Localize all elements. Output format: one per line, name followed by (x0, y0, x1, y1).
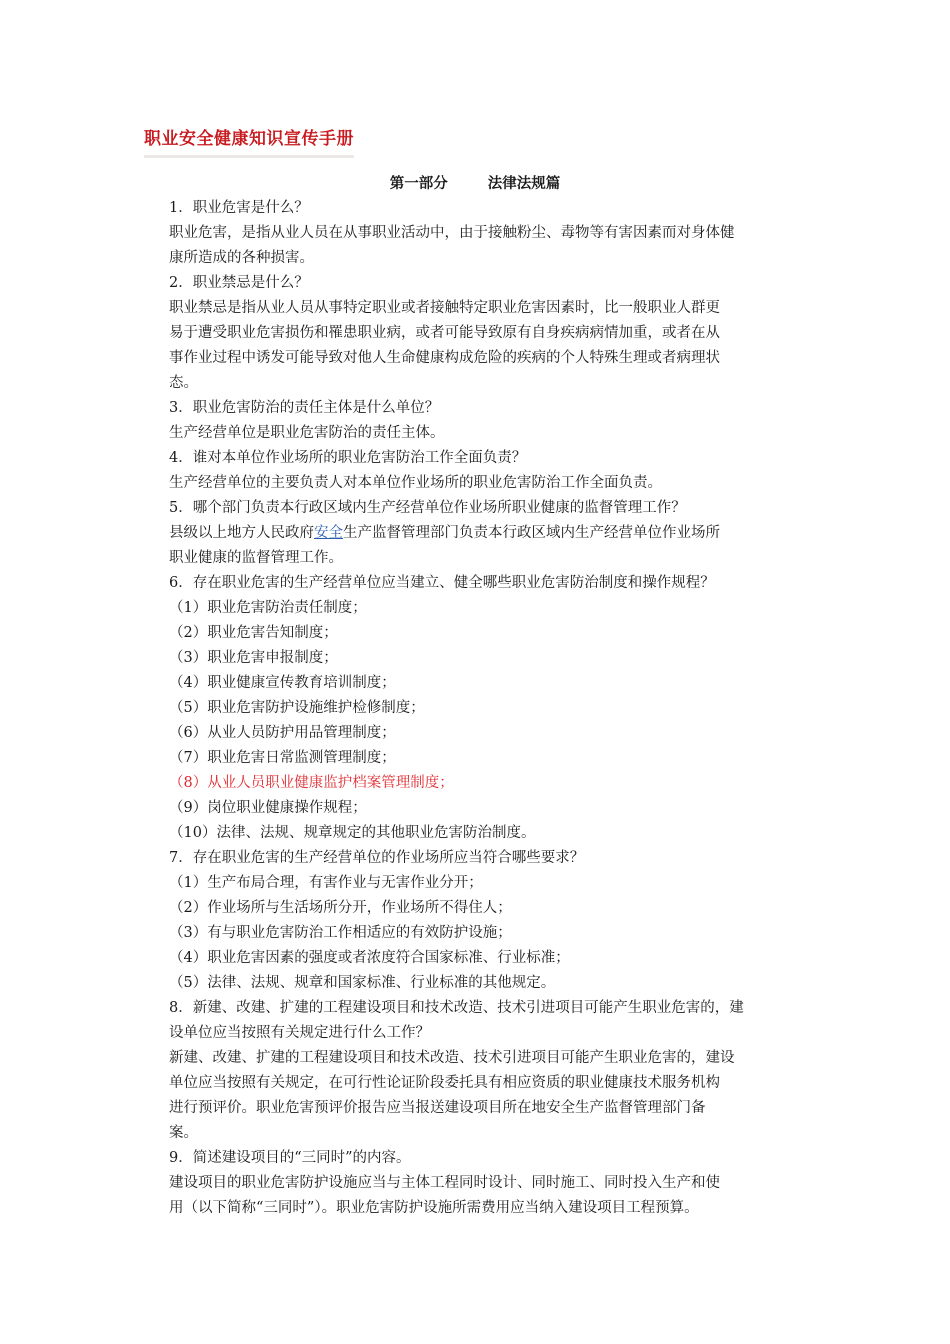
text-line: （5）职业危害防护设施维护检修制度； (169, 700, 425, 716)
text-line: （4）职业危害因素的强度或者浓度符合国家标准、行业标准； (169, 950, 570, 966)
text-line: 1．职业危害是什么？ (169, 200, 309, 216)
text-line: 新建、改建、扩建的工程建设项目和技术改造、技术引进项目可能产生职业危害的，建设 (169, 1050, 735, 1066)
text-line: 2．职业禁忌是什么？ (169, 275, 309, 291)
text-line: 进行预评价。职业危害预评价报告应当报送建设项目所在地安全生产监督管理部门备 (169, 1100, 706, 1116)
text-line: 3．职业危害防治的责任主体是什么单位？ (169, 400, 440, 416)
text-line: （3）职业危害申报制度； (169, 650, 338, 666)
text-line: 5．哪个部门负责本行政区域内生产经营单位作业场所职业健康的监督管理工作？ (169, 500, 686, 516)
text-line: （7）职业危害日常监测管理制度； (169, 750, 396, 766)
text-line: （2）职业危害告知制度； (169, 625, 338, 641)
text-line: 8．新建、改建、扩建的工程建设项目和技术改造、技术引进项目可能产生职业危害的，建 (169, 1000, 744, 1016)
highlighted-line: （8）从业人员职业健康监护档案管理制度； (169, 775, 454, 791)
document-title: 职业安全健康知识宣传手册 (144, 124, 354, 158)
text-line: 7．存在职业危害的生产经营单位的作业场所应当符合哪些要求？ (169, 850, 585, 866)
text-line: 单位应当按照有关规定，在可行性论证阶段委托具有相应资质的职业健康技术服务机构 (169, 1075, 720, 1091)
text-line: （5）法律、法规、规章和国家标准、行业标准的其他规定。 (169, 975, 556, 991)
text-line: 易于遭受职业危害损伤和罹患职业病，或者可能导致原有自身疾病病情加重，或者在从 (169, 325, 720, 341)
text-line: 态。 (169, 375, 198, 391)
text-line: （6）从业人员防护用品管理制度； (169, 725, 396, 741)
section-name: 法律法规篇 (487, 176, 561, 192)
text-line: 生产经营单位是职业危害防治的责任主体。 (169, 425, 445, 441)
safety-link[interactable]: 安全 (314, 525, 343, 541)
text-line: 生产经营单位的主要负责人对本单位作业场所的职业危害防治工作全面负责。 (169, 475, 662, 491)
line-text: 生产监督管理部门负责本行政区域内生产经营单位作业场所 (343, 525, 720, 541)
text-line: 6．存在职业危害的生产经营单位应当建立、健全哪些职业危害防治制度和操作规程？ (169, 575, 715, 591)
text-line: 职业危害，是指从业人员在从事职业活动中，由于接触粉尘、毒物等有害因素而对身体健 (169, 225, 735, 241)
text-line: 4．谁对本单位作业场所的职业危害防治工作全面负责？ (169, 450, 527, 466)
text-line: 案。 (169, 1125, 198, 1141)
text-line: 设单位应当按照有关规定进行什么工作？ (169, 1025, 430, 1041)
text-line: （1）职业危害防治责任制度； (169, 600, 367, 616)
text-line: （3）有与职业危害防治工作相适应的有效防护设施； (169, 925, 512, 941)
text-line: 职业健康的监督管理工作。 (169, 550, 343, 566)
section-title (0, 172, 950, 193)
text-line: （4）职业健康宣传教育培训制度； (169, 675, 396, 691)
text-line: （1）生产布局合理，有害作业与无害作业分开； (169, 875, 483, 891)
document-body (169, 196, 809, 1221)
text-line (169, 521, 809, 546)
text-line: 用（以下简称“三同时”）。职业危害防护设施所需费用应当纳入建设项目工程预算。 (169, 1200, 699, 1216)
text-line: （10）法律、法规、规章规定的其他职业危害防治制度。 (169, 825, 536, 841)
text-line: 建设项目的职业危害防护设施应当与主体工程同时设计、同时施工、同时投入生产和使 (169, 1175, 720, 1191)
text-line: 职业禁忌是指从业人员从事特定职业或者接触特定职业危害因素时，比一般职业人群更 (169, 300, 720, 316)
line-text: 县级以上地方人民政府 (169, 525, 314, 541)
text-line: 事作业过程中诱发可能导致对他人生命健康构成危险的疾病的个人特殊生理或者病理状 (169, 350, 720, 366)
text-line: 康所造成的各种损害。 (169, 250, 314, 266)
text-line: （2）作业场所与生活场所分开，作业场所不得住人； (169, 900, 512, 916)
text-line: （9）岗位职业健康操作规程； (169, 800, 367, 816)
section-part: 第一部分 (389, 176, 448, 192)
text-line: 9．简述建设项目的“三同时”的内容。 (169, 1150, 411, 1166)
